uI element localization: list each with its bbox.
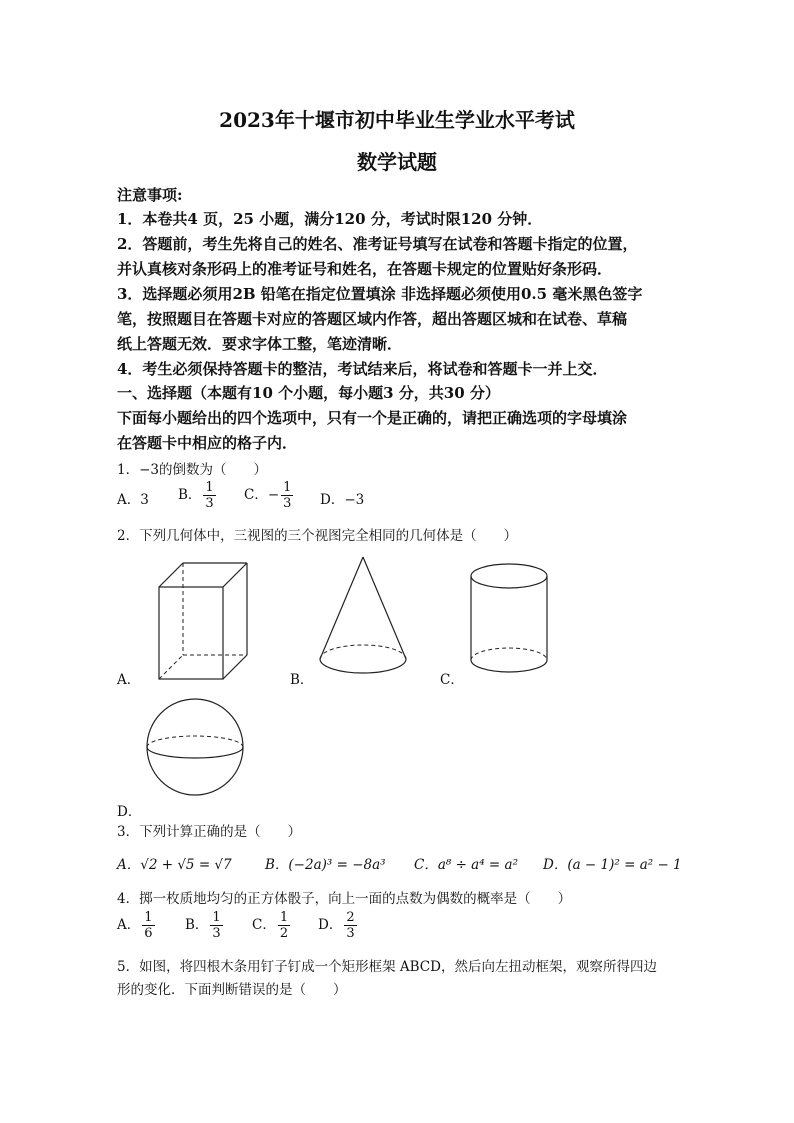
section-instruction: 下面每小题给出的四个选项中，只有一个是正确的，请把正确选项的字母填涂 (117, 409, 628, 427)
notes-heading: 注意事项: (117, 186, 183, 204)
fraction (210, 910, 222, 941)
fraction (203, 480, 215, 511)
q4-option-b (185, 910, 225, 941)
note-line: 4．考生必须保持答题卡的整洁，考试结来后，将试卷和答题卡一并上交． (117, 360, 608, 378)
note-line: 3．选择题必须用2B 铅笔在指定位置填涂 非选择题必须使用0.5 毫米黑色签字 (117, 285, 643, 303)
question-4-stem: 4．掷一枚质地均匀的正方体骰子，向上一面的点数为偶数的概率是（ ） (117, 891, 572, 907)
fraction-numerator: 1 (212, 910, 221, 925)
cube-figure (155, 560, 250, 682)
note-line: 1．本卷共4 页，25 小题，满分120 分，考试时限120 分钟． (117, 210, 543, 228)
fraction-numerator: 1 (205, 480, 214, 495)
section-heading: 一、选择题（本题有10 个小题，每小题3 分，共30 分） (117, 384, 500, 402)
fraction-numerator: 2 (346, 910, 355, 925)
fraction-numerator: 1 (283, 480, 292, 495)
note-line: 笔，按照题目在答题卡对应的答题区域内作答，超出答题区城和在试卷、草稿 (117, 310, 628, 328)
fraction-denominator: 2 (279, 926, 289, 941)
note-line: 2．答题前，考生先将自己的姓名、准考证号填写在试卷和答题卡指定的位置， (117, 235, 638, 253)
fraction-denominator: 3 (346, 926, 355, 941)
exam-title: 2023年十堰市初中毕业生学业水平考试 (219, 108, 575, 132)
option-prefix: A． (117, 917, 141, 933)
option-prefix: C． (252, 917, 276, 933)
sphere-figure (144, 694, 246, 800)
q1-option-c-prefix: C．− (244, 487, 280, 503)
q4-option-a (117, 910, 157, 941)
fraction (281, 480, 293, 511)
option-prefix: B． (185, 917, 209, 933)
exam-subtitle: 数学试题 (357, 150, 437, 174)
q3-option-b: B．(−2a)³ = −8a³ (265, 857, 386, 873)
q4-option-d (318, 910, 359, 941)
q1-option-b (178, 480, 218, 511)
q3-option-c: C．a⁸ ÷ a⁴ = a² (414, 857, 518, 873)
fraction (142, 910, 154, 941)
q2-option-d-label: D． (117, 804, 142, 820)
cone-figure (316, 554, 410, 678)
fraction-denominator: 3 (283, 496, 292, 511)
option-prefix: D． (318, 917, 343, 933)
q2-option-c-label: C． (440, 672, 464, 688)
fraction-numerator: 1 (144, 910, 153, 925)
q4-option-c (252, 910, 292, 941)
question-5-stem-line2: 形的变化．下面判断错误的是（ ） (117, 982, 347, 998)
q2-option-a-label: A． (117, 672, 141, 688)
note-line: 纸上答题无效．要求字体工整，笔迹清晰． (117, 335, 403, 353)
q2-option-b-label: B． (290, 672, 314, 688)
fraction (344, 910, 356, 941)
q3-option-d: D．(a − 1)² = a² − 1 (543, 857, 682, 873)
fraction-denominator: 6 (144, 926, 153, 941)
fraction-denominator: 3 (205, 496, 214, 511)
note-line: 并认真核对条形码上的准考证号和姓名，在答题卡规定的位置贴好条形码． (117, 260, 613, 278)
q1-option-d: D．−3 (320, 492, 365, 508)
cylinder-figure (466, 560, 552, 680)
q3-option-a: A．√2 + √5 = √7 (117, 857, 232, 873)
fraction-denominator: 3 (212, 926, 221, 941)
section-instruction: 在答题卡中相应的格子内． (117, 434, 298, 452)
q1-option-a: A．3 (117, 492, 149, 508)
fraction (278, 910, 290, 941)
q1-option-c (244, 480, 295, 511)
question-5-stem-line1: 5．如图，将四根木条用钉子钉成一个矩形框架 ABCD，然后向左扭动框架，观察所得四边 (117, 959, 657, 975)
question-3-stem: 3．下列计算正确的是（ ） (117, 824, 302, 840)
fraction-numerator: 1 (279, 910, 289, 925)
question-2-stem: 2．下列几何体中，三视图的三个视图完全相同的几何体是（ ） (117, 528, 518, 544)
question-1-stem: 1．−3的倒数为（ ） (117, 462, 267, 478)
q1-option-b-prefix: B． (178, 487, 202, 503)
